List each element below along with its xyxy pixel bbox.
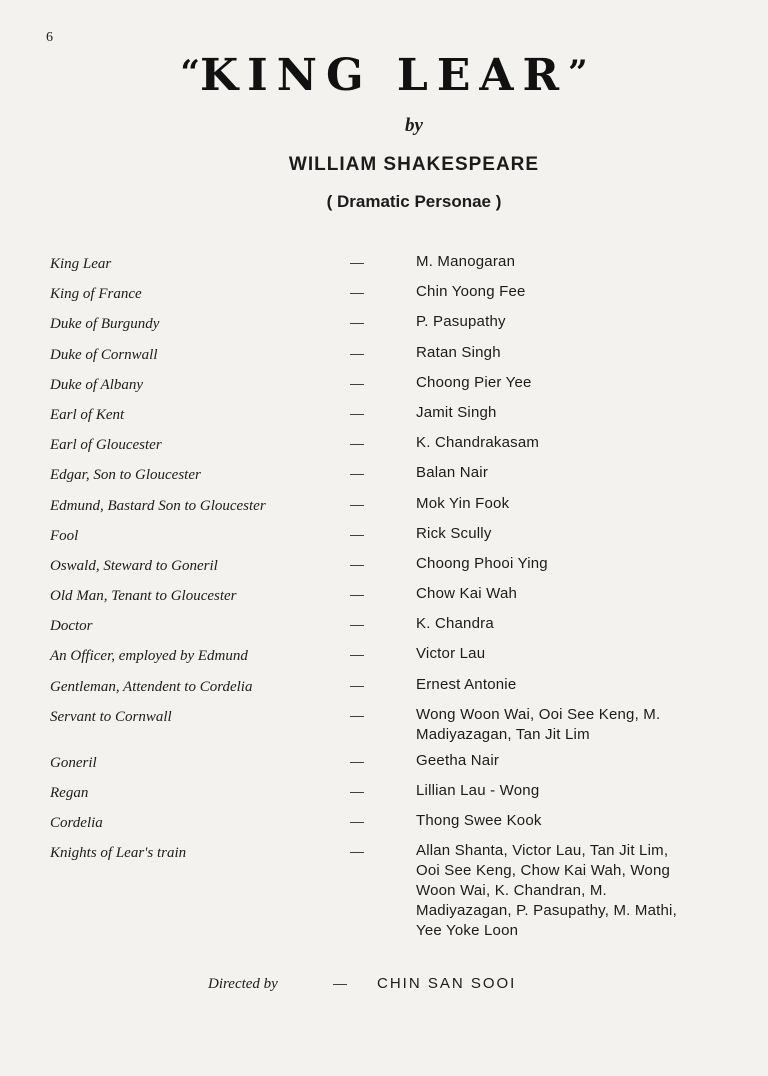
actor-name: Chin Yoong Fee xyxy=(416,283,526,301)
cast-row xyxy=(50,642,740,672)
actor-name: Rick Scully xyxy=(416,524,492,542)
cast-row xyxy=(50,431,740,461)
separator-dash: — xyxy=(350,676,364,693)
separator-dash: — xyxy=(350,495,364,512)
page-number: 6 xyxy=(46,30,53,45)
cast-row xyxy=(50,582,740,612)
separator-dash: — xyxy=(333,975,347,991)
role-name: Servant to Cornwall xyxy=(50,708,172,725)
byline: by xyxy=(405,115,423,136)
separator-dash: — xyxy=(350,706,364,723)
role-name: Regan xyxy=(50,785,89,801)
role-name: King of France xyxy=(50,286,142,303)
cast-row xyxy=(50,250,740,280)
title-open-quote: “ xyxy=(180,53,200,93)
actor-name: Balan Nair xyxy=(416,464,489,482)
subtitle: ( Dramatic Personae ) xyxy=(326,192,502,211)
actor-name: Thong Swee Kook xyxy=(416,812,542,830)
actor-name: Choong Phooi Ying xyxy=(416,554,548,572)
separator-dash: — xyxy=(350,646,364,663)
separator-dash: — xyxy=(350,752,364,769)
role-name: An Officer, employed by Edmund xyxy=(50,648,248,665)
role-name: Duke of Burgundy xyxy=(50,316,160,333)
separator-dash: — xyxy=(350,404,364,421)
role-name: Goneril xyxy=(50,754,97,771)
actor-name: K. Chandra xyxy=(416,615,494,633)
actor-name: Ratan Singh xyxy=(416,343,501,361)
role-name: Knights of Lear's train xyxy=(50,845,187,862)
role-name: Duke of Cornwall xyxy=(50,346,158,363)
director-name: CHIN SAN SOOI xyxy=(377,975,517,992)
actor-name: Choong Pier Yee xyxy=(416,373,532,391)
role-name: Oswald, Steward to Goneril xyxy=(50,557,218,574)
cast-row xyxy=(50,749,740,779)
separator-dash: — xyxy=(350,783,364,799)
cast-row xyxy=(50,552,740,582)
role-name: Fool xyxy=(50,527,79,544)
author-name: WILLIAM SHAKESPEARE xyxy=(288,154,540,175)
actor-name: M. Manogaran xyxy=(416,253,516,270)
actor-name: Allan Shanta, Victor Lau, Tan Jit Lim, Ooi See Keng, Chow Kai Wah, Wong Woon Wai, K. Chandran, M. Madiyazagan, P. Pasupathy, M. Mathi, Yee Yoke Loon xyxy=(416,842,677,940)
role-name: Doctor xyxy=(50,618,93,635)
cast-row xyxy=(50,522,740,552)
separator-dash: — xyxy=(350,344,364,361)
separator-dash: — xyxy=(350,843,364,860)
role-name: Duke of Albany xyxy=(50,376,144,393)
cast-row xyxy=(50,839,740,940)
separator-dash: — xyxy=(350,254,364,270)
cast-row xyxy=(50,341,740,371)
role-name: Old Man, Tenant to Gloucester xyxy=(50,588,237,605)
cast-row xyxy=(50,492,740,522)
separator-dash: — xyxy=(350,314,364,331)
role-name: Gentleman, Attendent to Cordelia xyxy=(50,678,253,695)
actor-name: K. Chandrakasam xyxy=(416,434,540,452)
role-name: Edgar, Son to Gloucester xyxy=(50,467,201,484)
actor-name: P. Pasupathy xyxy=(416,313,506,331)
cast-row xyxy=(50,703,740,749)
director-credit xyxy=(208,975,516,993)
actor-name: Ernest Antonie xyxy=(416,675,517,693)
role-name: Edmund, Bastard Son to Gloucester xyxy=(50,497,266,514)
actor-name: Mok Yin Fook xyxy=(416,494,510,512)
cast-row xyxy=(50,612,740,642)
separator-dash: — xyxy=(350,616,364,633)
separator-dash: — xyxy=(350,284,364,301)
role-name: Earl of Gloucester xyxy=(50,437,162,454)
actor-name: Victor Lau xyxy=(416,645,486,663)
separator-dash: — xyxy=(350,435,364,452)
actor-name: Lillian Lau - Wong xyxy=(416,782,540,799)
cast-row xyxy=(50,779,740,809)
cast-row xyxy=(50,401,740,431)
cast-row xyxy=(50,371,740,401)
page-title xyxy=(0,50,768,101)
director-label: Directed by xyxy=(208,976,278,992)
cast-row xyxy=(50,461,740,491)
cast-row xyxy=(50,280,740,310)
actor-name: Geetha Nair xyxy=(416,751,500,769)
separator-dash: — xyxy=(350,586,364,603)
role-name: Earl of Kent xyxy=(50,406,125,423)
actor-name: Wong Woon Wai, Ooi See Keng, M. Madiyazagan, Tan Jit Lim xyxy=(416,705,661,743)
separator-dash: — xyxy=(350,555,364,572)
actor-name: Chow Kai Wah xyxy=(416,585,518,603)
role-name: Cordelia xyxy=(50,815,103,832)
separator-dash: — xyxy=(350,525,364,542)
cast-row xyxy=(50,809,740,839)
title-close-quote: ” xyxy=(568,53,588,93)
separator-dash: — xyxy=(350,465,364,482)
role-name: King Lear xyxy=(50,256,112,272)
cast-row xyxy=(50,310,740,340)
separator-dash: — xyxy=(350,374,364,391)
cast-row xyxy=(50,673,740,703)
cast-list xyxy=(50,250,740,940)
title-text: KING LEAR xyxy=(199,50,569,101)
actor-name: Jamit Singh xyxy=(416,403,497,421)
separator-dash: — xyxy=(350,813,364,830)
